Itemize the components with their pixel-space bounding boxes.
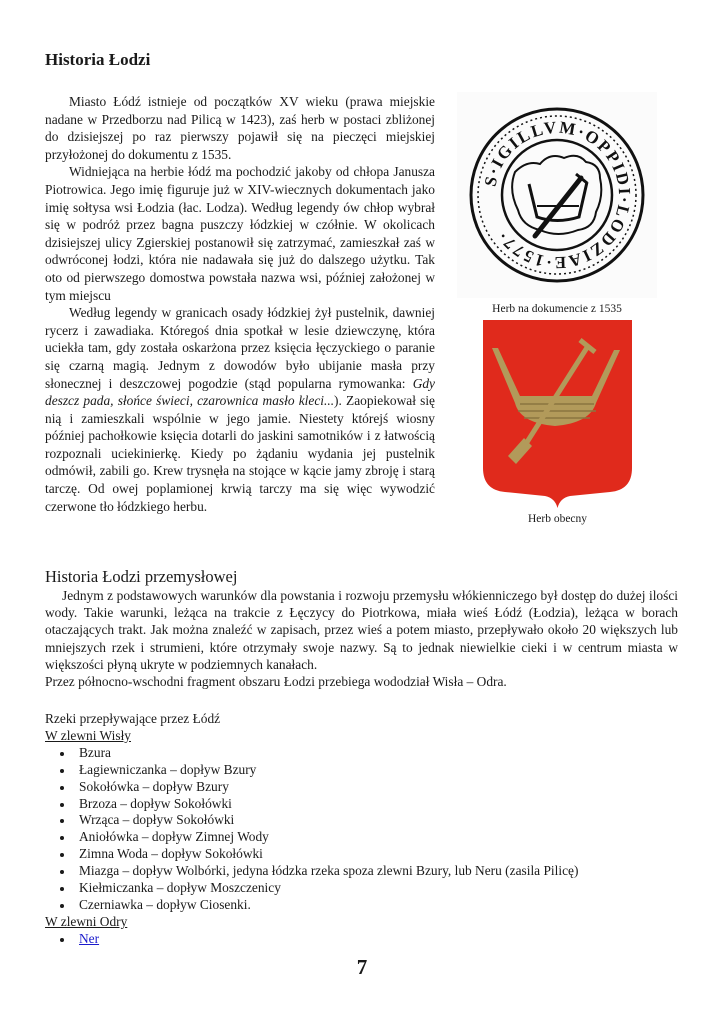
historic-seal-image [457, 92, 657, 298]
page-number: 7 [356, 955, 368, 979]
list-item: Wrząca – dopływ Sokołówki [79, 812, 685, 829]
legend-paragraph [45, 304, 435, 515]
rivers-heading: Rzeki przepływające przez Łódź [45, 711, 221, 726]
svg-text:S·IGILLVM·OPPIDI·LODZIAE·1577·: S·IGILLVM·OPPIDI·LODZIAE·1577· [480, 117, 635, 273]
coat-of-arms-boat-icon [480, 318, 635, 508]
watershed-paragraph: Przez północno-wschodni fragment obszaru Łodzi przebiega wododział Wisła – Odra. [45, 674, 507, 690]
intro-paragraph-2: Widniejąca na herbie łódź ma pochodzić jakoby od chłopa Janusza Piotrowica. Jego imię figuruje już w XIV-wiecznych dokumentach jako imię sołtysa wsi Łodzia (łac. Lodza). Według legendy ów chłop wybrał się w podróż przez bagna puszczy łódzkiej w czółnie. W okolicach dzisiejszej ulicy Zgierskiej postanowił się zatrzymać, zamieszkał zaś w odwróconej łodzi, która nie nadawała się już do dalszego użytku. Tak oto od pierwszego domostwa powstała nazwa wsi, później założonej w tym miejscu [45, 164, 435, 303]
oder-basin-label: W zlewni Odry [45, 913, 128, 929]
list-item: Czerniawka – dopływ Ciosenki. [79, 897, 685, 914]
industrial-paragraph: Jednym z podstawowych warunków dla powstania i rozwoju przemysłu włókienniczego był dostęp do dużej ilości wody. Takie warunki, leżąca na trakcie z Łęczycy do Piotrkowa, miała wieś Łódź (Łodzia), leżąca w borach otaczających trakt. Jak można znaleźć w zapisach, przez wieś a potem miasto, przepływało około 20 większych lub mniejszych rzek i strumieni, które otrzymały swoje nazwy. Są to jednak niewielkie cieki i w centrum miasta w większości płyną ukryte w podziemnych kanałach. [45, 588, 678, 672]
legend-text-after: ). Zaopiekował się nią i zamieszkali wspólnie w jego jamie. Niestety którejś wiosny później pachołkowie księcia dotarli do jaskini samotników i z łatwością rozpoznali uciekinierkę. Kiedy po żądaniu wydania jej pustelnik odmówił, zabili go. Krew trysnęła na stojące w kącie jamy zbroję i starą tarczę. Od owej poplamionej krwią tarczy ma się więc wywodzić czerwone tło łódzkiego herbu. [45, 393, 436, 514]
rhyme-quote: Gdy deszcz pada, słońce świeci, czarownica masło kleci... [45, 375, 435, 409]
list-item: Bzura [79, 745, 685, 762]
industrial-section-body [45, 587, 678, 690]
seal-caption: Herb na dokumencie z 1535 [492, 303, 622, 315]
oder-rivers-list [45, 931, 685, 948]
list-item: Miazga – dopływ Wolbórki, jedyna łódzka rzeka spoza zlewni Bzury, lub Neru (zasila Pilicę) [79, 863, 685, 880]
ner-river-link[interactable]: Ner [79, 930, 100, 946]
vistula-basin-label: W zlewni Wisły [45, 727, 131, 743]
intro-text-column [45, 93, 435, 515]
vistula-rivers-list [45, 745, 685, 914]
list-item: Zimna Woda – dopływ Sokołówki [79, 846, 685, 863]
list-item: Kiełmiczanka – dopływ Moszczenicy [79, 880, 685, 897]
list-item: Sokołówka – dopływ Bzury [79, 779, 685, 796]
coat-of-arms-image [480, 318, 635, 508]
rivers-section [45, 711, 685, 948]
section-title-industrial: Historia Łodzi przemysłowej [45, 567, 238, 586]
seal-icon [457, 92, 657, 298]
list-item: Łagiewniczanka – dopływ Bzury [79, 762, 685, 779]
coat-of-arms-caption: Herb obecny [527, 513, 588, 525]
list-item [79, 931, 685, 948]
intro-paragraph-1: Miasto Łódź istnieje od początków XV wieku (prawa miejskie nadane w Przedborzu nad Pilicą w 1423), zaś herb w postaci zbliżonej do dzisiejszej po raz pierwszy pojawił się na pieczęci miejskiej przyłożonej do dokumentu z 1535. [45, 94, 435, 162]
legend-text-before: Według legendy w granicach osady łódzkiej żył pustelnik, dawniej rycerz i zawadiaka. Któregoś dnia spotkał w lesie dziewczynę, która uciekła tam, gdy została oskarżona przez księcia łęczyckiego o paranie się czarną magią. Jednym z dowodów było ubijanie masła przy słonecznej i deszczowej pogodzie (stąd popularna rymowanka: [45, 305, 435, 391]
list-item: Brzoza – dopływ Sokołówki [79, 796, 685, 813]
page-title: Historia Łodzi [45, 50, 151, 69]
list-item: Aniołówka – dopływ Zimnej Wody [79, 829, 685, 846]
